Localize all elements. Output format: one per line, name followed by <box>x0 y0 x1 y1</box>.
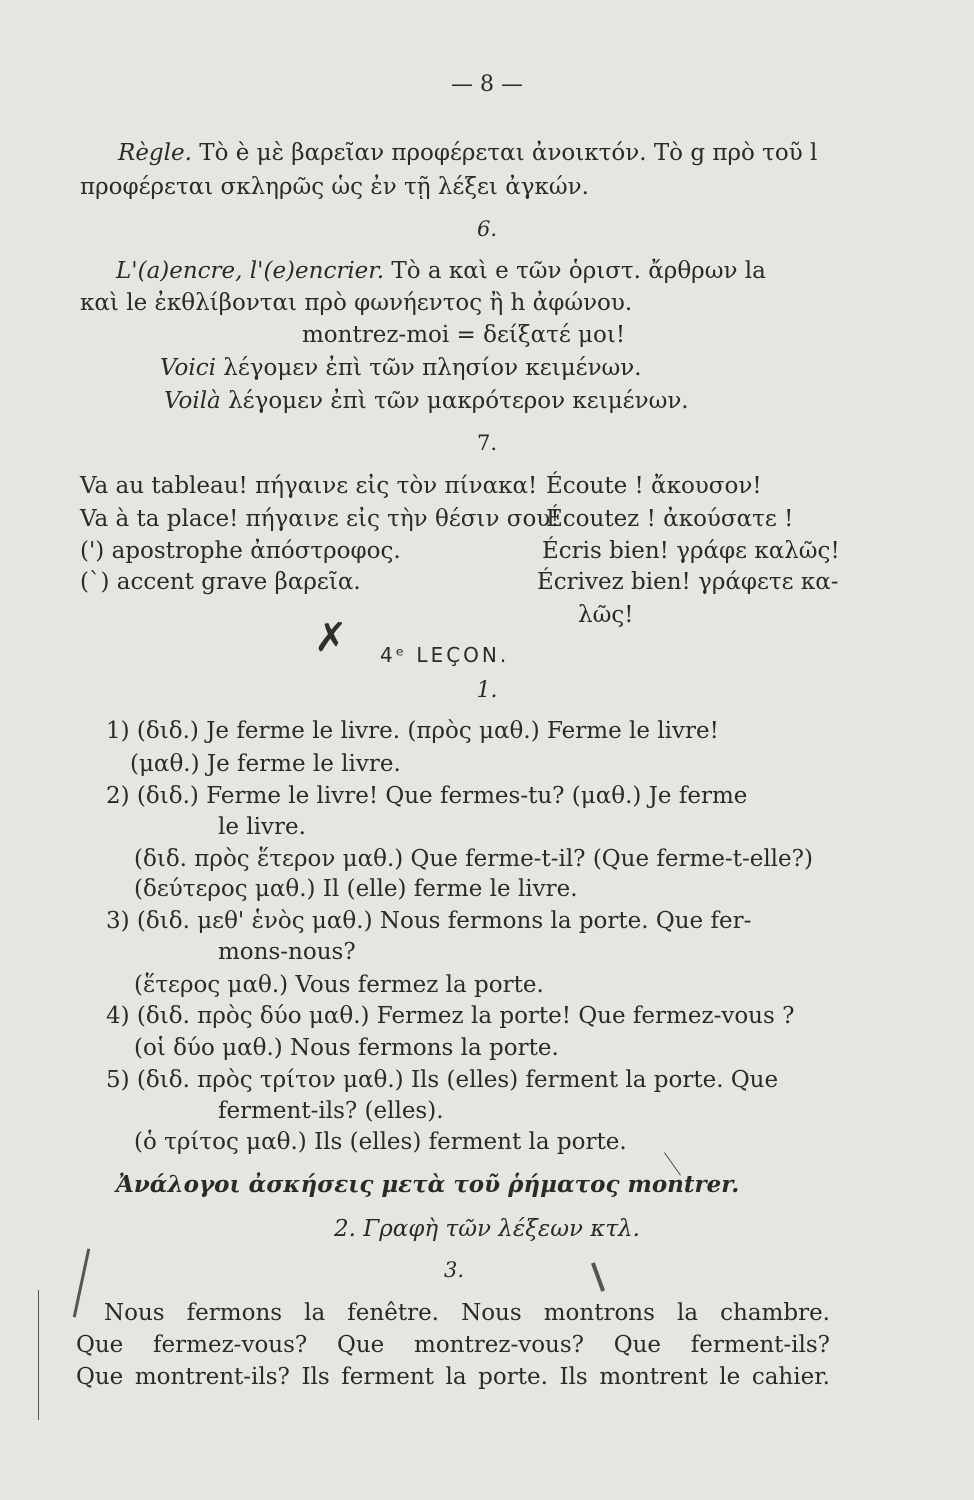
dialogue-line-11: (οἱ δύο μαθ.) Nous fermons la porte. <box>134 1035 559 1061</box>
pencil-check-stroke <box>591 1262 605 1292</box>
section-6-text-1: Τὸ a καὶ e τῶν ὁριστ. ἄρθρων la <box>391 258 766 284</box>
dialogue-line-3: 2) (διδ.) Ferme le livre! Que fermes-tu? (μαθ.) Je ferme <box>106 783 748 809</box>
dialogue-line-9: (ἕτερος μαθ.) Vous fermez la porte. <box>134 972 544 998</box>
section-6-line-4 <box>160 353 642 383</box>
section-7-right-1: Écoute ! ἄκουσον! <box>546 473 762 499</box>
section-3-line-2: Que fermez-vous? Que montrez-vous? Que ferment-ils? <box>76 1332 830 1358</box>
section-6-line-1 <box>116 256 766 286</box>
pencil-x-mark-icon: ✗ <box>314 615 348 661</box>
section-7-right-2: Écoutez ! ἀκούσατε ! <box>546 506 794 532</box>
section-6-line-2: καὶ le ἐκθλίβονται πρὸ φωνήεντος ἢ h ἀφώνου. <box>80 290 633 316</box>
regle-line-1 <box>118 138 817 168</box>
section-2-line: 2. Γραφὴ τῶν λέξεων κτλ. <box>334 1216 640 1242</box>
pencil-margin-line <box>38 1290 39 1420</box>
section-7-right-4: Écrivez bien! γράφετε κα- <box>537 569 839 595</box>
section-7-right-5: λῶς! <box>578 602 634 628</box>
dialogue-line-1: 1) (διδ.) Je ferme le livre. (πρὸς μαθ.) Ferme le livre! <box>106 718 719 744</box>
section-6-text-4: λέγομεν ἐπὶ τῶν πλησίον κειμένων. <box>223 355 642 381</box>
dialogue-line-2: (μαθ.) Je ferme le livre. <box>130 751 401 777</box>
section-7-right-3: Écris bien! γράφε καλῶς! <box>542 538 840 564</box>
regle-text-1: Τὸ è μὲ βαρεῖαν προφέρεται ἀνοικτόν. Τὸ g πρὸ τοῦ l <box>199 140 818 166</box>
section-3-line-3: Que montrent-ils? Ils ferment la porte. Ils montrent le cahier. <box>76 1364 830 1390</box>
section-7-left-4: (`) accent grave βαρεῖα. <box>80 569 361 595</box>
dialogue-line-10: 4) (διδ. πρὸς δύο μαθ.) Fermez la porte! Que fermez-vous ? <box>106 1003 795 1029</box>
dialogue-line-7: 3) (διδ. μεθ' ἑνὸς μαθ.) Nous fermons la porte. Que fer- <box>106 908 752 934</box>
dialogue-line-8: mons-nous? <box>218 939 356 965</box>
page-number: — 8 — <box>451 72 523 97</box>
dialogue-line-14: (ὁ τρίτος μαθ.) Ils (elles) ferment la porte. <box>134 1129 627 1155</box>
analogoi-line: Ἀνάλογοι ἀσκήσεις μετὰ τοῦ ῥήματος montrer. <box>116 1171 740 1198</box>
lesson-title: 4ᵉ LEÇON. <box>380 643 510 667</box>
dialogue-line-13: ferment-ils? (elles). <box>218 1098 444 1124</box>
section-6-line-5 <box>164 386 689 416</box>
section-7-left-2: Va à ta place! πήγαινε εἰς τὴν θέσιν σου! <box>80 506 560 532</box>
section-6-number: 6. <box>476 217 498 241</box>
dialogue-line-4: le livre. <box>218 814 306 840</box>
section-3-line-1: Nous fermons la fenêtre. Nous montrons la chambre. <box>104 1300 830 1326</box>
voila-word: Voilà <box>164 388 221 414</box>
dialogue-line-5: (διδ. πρὸς ἕτερον μαθ.) Que ferme-t-il? (Que ferme-t-elle?) <box>134 846 813 872</box>
lesson-number: 1. <box>476 678 498 703</box>
section-3-number: 3. <box>444 1258 465 1282</box>
pencil-margin-stroke <box>73 1248 90 1317</box>
dialogue-line-12: 5) (διδ. πρὸς τρίτον μαθ.) Ils (elles) ferment la porte. Que <box>106 1067 779 1093</box>
regle-label: Règle. <box>118 140 192 166</box>
section-7-left-1: Va au tableau! πήγαινε εἰς τὸν πίνακα! <box>80 473 538 499</box>
section-7-left-3: (') apostrophe ἀπόστροφος. <box>80 538 401 564</box>
regle-line-2: προφέρεται σκληρῶς ὡς ἐν τῇ λέξει ἀγκών. <box>80 174 589 200</box>
voici-word: Voici <box>160 355 216 381</box>
section-7-number: 7. <box>476 431 498 455</box>
section-6-italic: L'(a)encre, l'(e)encrier. <box>116 258 385 284</box>
section-6-text-5: λέγομεν ἐπὶ τῶν μακρότερον κειμένων. <box>228 388 689 414</box>
section-6-line-3: montrez-moi = δείξατέ μοι! <box>302 322 626 348</box>
dialogue-line-6: (δεύτερος μαθ.) Il (elle) ferme le livre. <box>134 876 578 902</box>
